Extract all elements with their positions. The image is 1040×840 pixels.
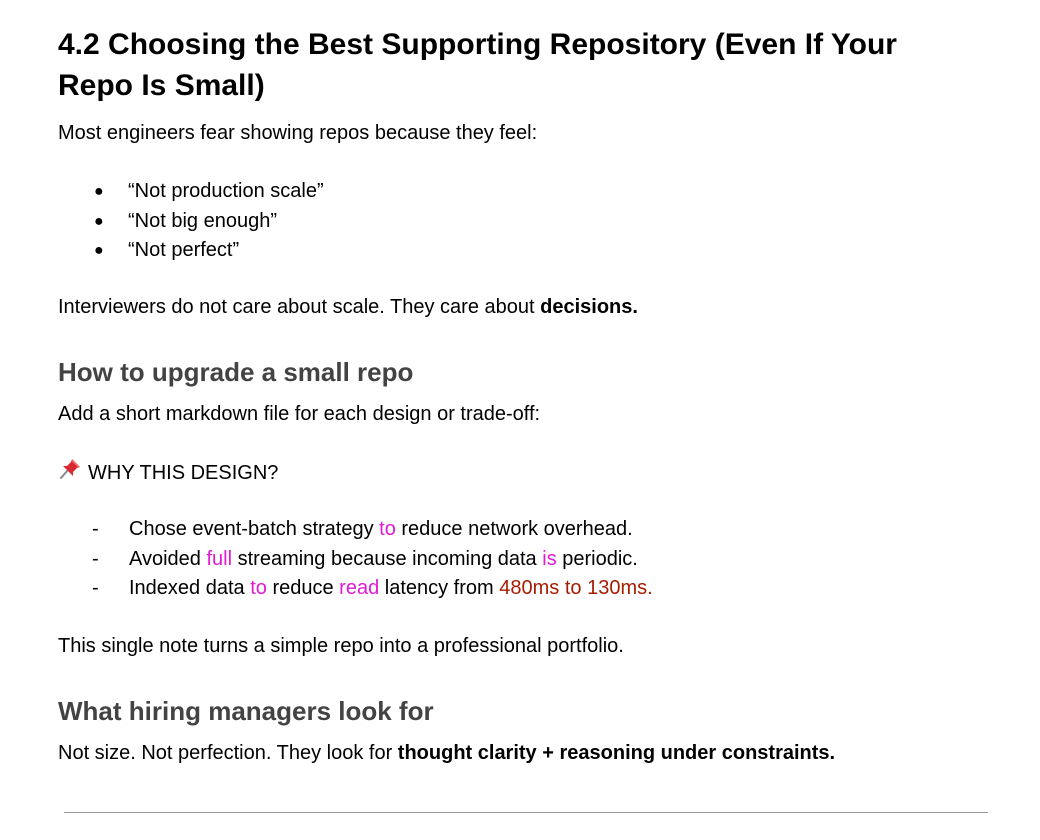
- fears-list: [58, 177, 324, 266]
- list-item: - Indexed data to reduce read latency from 480ms to 130ms.: [92, 577, 653, 599]
- pushpin-icon: [58, 457, 82, 481]
- list-item: ● “Not perfect”: [58, 236, 324, 266]
- list-item: ● “Not production scale”: [58, 177, 324, 207]
- emphasis-clarity: thought clarity + reasoning under constraints.: [397, 742, 836, 764]
- why-this-design-label: WHY THIS DESIGN?: [58, 457, 278, 487]
- list-item: - Chose event-batch strategy to reduce network overhead.: [92, 518, 633, 540]
- hiring-heading: What hiring managers look for: [58, 696, 434, 726]
- conclusion-paragraph: This single note turns a simple repo into a professional portfolio.: [58, 635, 624, 657]
- intro-paragraph: Most engineers fear showing repos because they feel:: [58, 122, 538, 144]
- bullet-icon: ●: [94, 212, 104, 230]
- horizontal-divider: [64, 812, 988, 813]
- upgrade-instruction: Add a short markdown file for each design or trade-off:: [58, 403, 541, 425]
- bullet-icon: ●: [94, 242, 104, 259]
- bullet-icon: ●: [94, 183, 104, 200]
- upgrade-heading: How to upgrade a small repo: [58, 357, 414, 387]
- list-item: - Avoided full streaming because incoming data is periodic.: [92, 547, 638, 570]
- section-title: 4.2 Choosing the Best Supporting Repository (Even If Your Repo Is Small): [58, 28, 897, 102]
- design-reasons-list: [58, 515, 653, 604]
- list-item: ● “Not big enough”: [58, 207, 324, 237]
- emphasis-decisions: decisions.: [540, 296, 638, 318]
- scale-paragraph: Interviewers do not care about scale. They care about decisions.: [58, 296, 638, 318]
- hiring-paragraph: Not size. Not perfection. They look for thought clarity + reasoning under constraints.: [58, 742, 836, 764]
